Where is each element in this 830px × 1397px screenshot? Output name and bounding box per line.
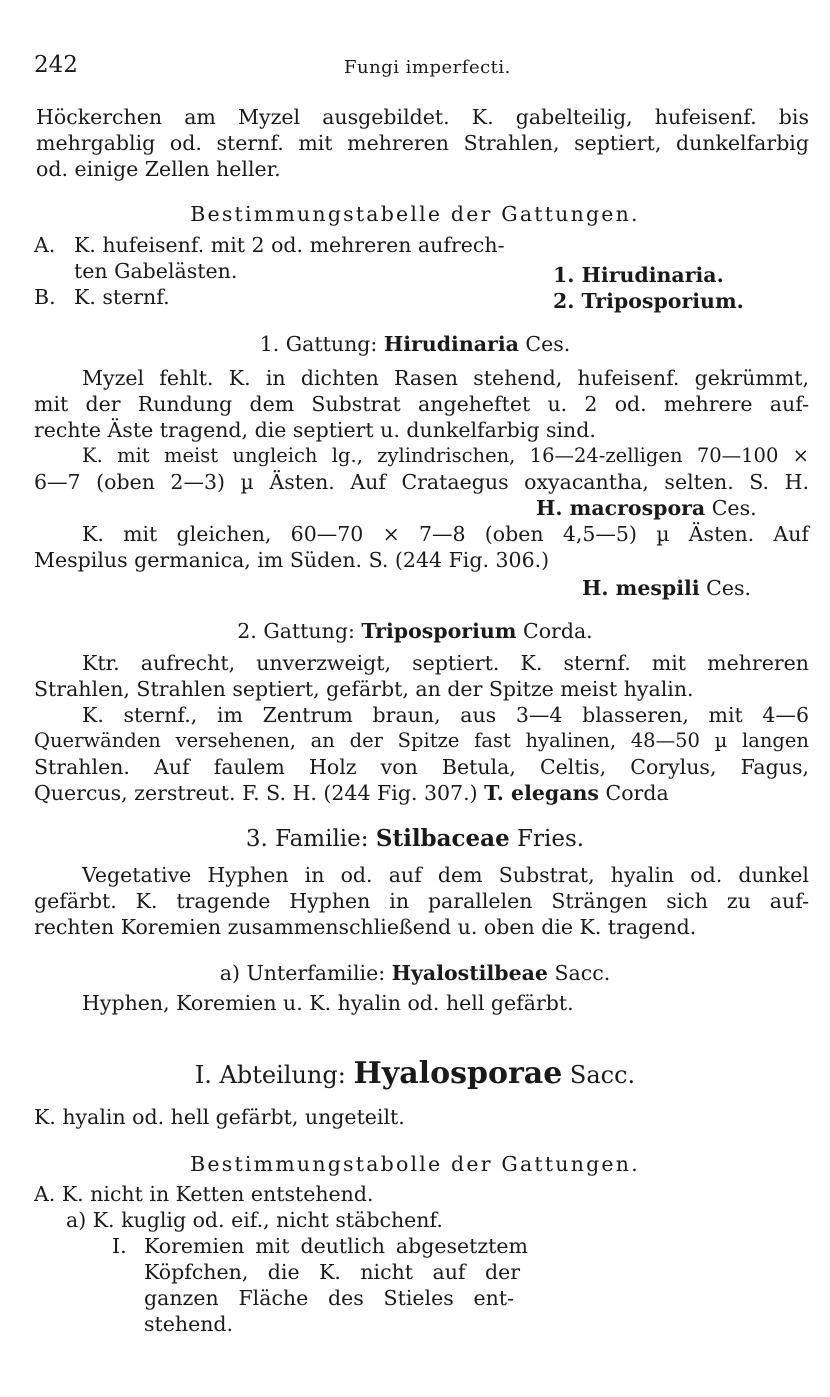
family-heading-name: Stilbaceae [375,825,510,852]
key-1-a-line-1: K. hufeisenf. mit 2 od. mehreren aufrech- [74,233,505,257]
key-1-a-line-2: ten Gabelästen. [74,259,238,283]
key-2-title: Bestimmungstabolle der Gattungen. [190,1152,640,1176]
genus-2-desc-1: Ktr. aufrecht, unverzweigt, septiert. K. sternf. mit mehreren [82,651,809,675]
species-1-name: H. macrospora [536,496,706,520]
genus-1-desc-1: Myzel fehlt. K. in dichten Rasen stehend, hufeisenf. gekrümmt, [82,366,809,390]
key-2-i-line-2: Köpfchen, die K. nicht auf der [144,1260,520,1284]
genus-2-sp-last-text: Quercus, zerstreut. F. S. H. (244 Fig. 307.) [34,781,478,805]
family-heading-author: Fries. [517,826,585,852]
species-2-author: Ces. [706,576,752,600]
species-1-name-line [536,495,757,521]
species-1-line-1: K. mit meist ungleich lg., zylindrischen, 16—24-zelligen 70—100 × [82,444,809,467]
species-2-name: H. mespili [582,576,700,600]
genus-1-heading-name: Hirudinaria [383,332,519,356]
intro-line-1: Höckerchen am Myzel ausgebildet. K. gabelteilig, hufeisenf. bis [36,105,809,129]
subfamily-heading [0,960,830,986]
key-2-aa-line: a) K. kuglig od. eif., nicht stäbchenf. [66,1208,443,1232]
family-heading-prefix: 3. Familie: [245,826,369,852]
key-1-marker-a: A. [34,233,56,257]
subfamily-heading-author: Sacc. [554,961,611,985]
division-heading-prefix: I. Abteilung: [194,1061,346,1089]
species-2-name-line [582,575,751,601]
intro-line-3: od. einige Zellen heller. [36,157,281,181]
key-2-i-marker: I. [112,1234,127,1258]
intro-line-2: mehrgablig od. sternf. mit mehreren Strahlen, septiert, dunkelfarbig [36,131,809,155]
genus-1-heading [0,331,830,357]
key-2-a-line: A. K. nicht in Ketten entstehend. [34,1182,374,1206]
genus-2-species-name: T. elegans [484,781,599,805]
genus-2-sp-line-1: K. sternf., im Zentrum braun, aus 3—4 blasseren, mit 4—6 [82,703,809,727]
family-desc-2: gefärbt. K. tragende Hyphen in parallelen Strängen sich zu auf- [34,889,809,913]
division-heading-name: Hyalosporae [353,1056,563,1091]
key-1-title: Bestimmungstabelle der Gattungen. [190,202,640,226]
species-1-author: Ces. [711,496,757,520]
key-1-a-result: 1. Hirudinaria. [553,263,724,287]
key-2-i-line-1: Koremien mit deutlich abgesetztem [144,1234,528,1258]
genus-2-sp-line-3: Strahlen. Auf faulem Holz von Betula, Celtis, Corylus, Fagus, [34,755,809,779]
genus-2-sp-line-4 [34,780,669,806]
subfamily-desc: Hyphen, Koremien u. K. hyalin od. hell gefärbt. [82,991,574,1015]
division-heading [0,1058,830,1091]
key-2-i-line-4: stehend. [144,1312,234,1336]
family-desc-1: Vegetative Hyphen in od. auf dem Substrat, hyalin od. dunkel [82,863,809,887]
family-heading [0,826,830,852]
genus-1-desc-2: mit der Rundung dem Substrat angeheftet u. 2 od. mehrere auf- [34,392,809,416]
key-2-i-line-3: ganzen Fläche des Stieles ent- [144,1286,514,1310]
genus-2-sp-line-2: Querwänden versehenen, an der Spitze fast hyalinen, 48—50 µ langen [34,729,809,752]
genus-2-heading [0,618,830,644]
genus-2-heading-author: Corda. [523,619,593,643]
genus-2-desc-2: Strahlen, Strahlen septiert, gefärbt, an der Spitze meist hyalin. [34,677,694,701]
genus-1-heading-author: Ces. [525,332,571,356]
subfamily-heading-name: Hyalostilbeae [391,961,548,985]
key-1-b-result: 2. Triposporium. [553,289,744,313]
species-1-line-2: 6—7 (oben 2—3) µ Ästen. Auf Crataegus oxyacantha, selten. S. H. [34,470,809,494]
genus-1-heading-prefix: 1. Gattung: [259,332,378,356]
division-desc: K. hyalin od. hell gefärbt, ungeteilt. [34,1105,405,1129]
genus-1-desc-3: rechte Äste tragend, die septiert u. dunkelfarbig sind. [34,418,596,442]
key-1-marker-b: B. [34,285,56,309]
species-2-line-1: K. mit gleichen, 60—70 × 7—8 (oben 4,5—5) µ Ästen. Auf [82,522,809,546]
running-title: Fungi imperfecti. [344,57,511,78]
genus-2-heading-prefix: 2. Gattung: [237,619,355,643]
page-number: 242 [34,52,78,78]
species-2-line-2: Mespilus germanica, im Süden. S. (244 Fig. 306.) [34,548,550,572]
subfamily-heading-prefix: a) Unterfamilie: [219,961,386,985]
key-1-b-line: K. sternf. [74,285,170,309]
genus-2-species-author: Corda [605,781,669,805]
family-desc-3: rechten Koremien zusammenschließend u. oben die K. tragend. [34,915,697,939]
division-heading-author: Sacc. [569,1061,636,1089]
genus-2-heading-name: Triposporium [361,619,517,643]
